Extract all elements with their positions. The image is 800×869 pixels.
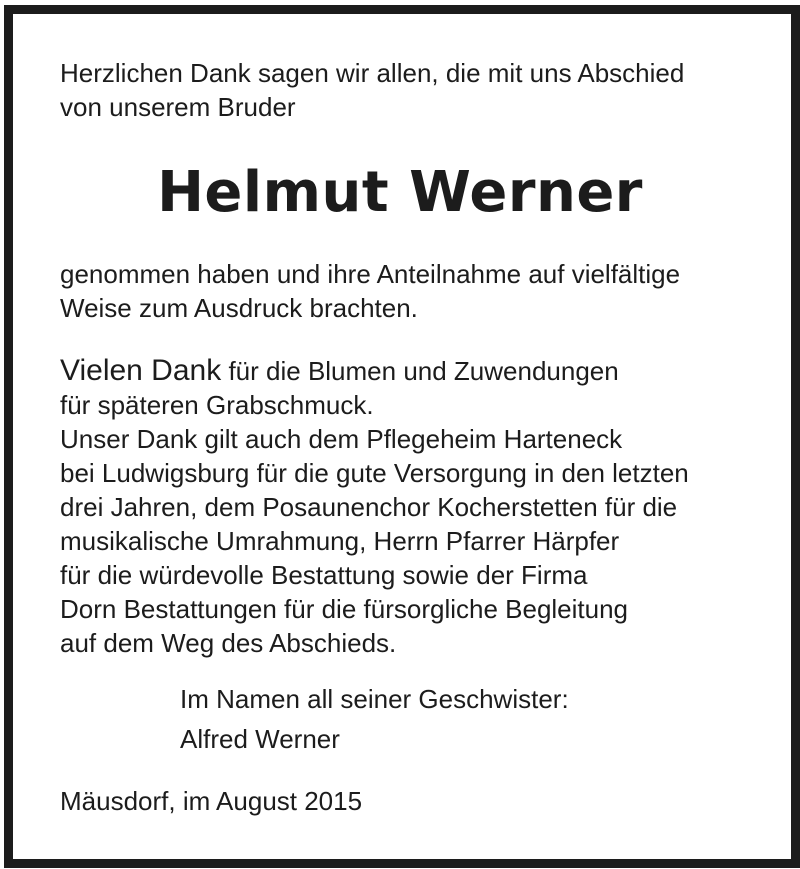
- place-date: Mäusdorf, im August 2015: [60, 786, 363, 816]
- body-line-4: drei Jahren, dem Posaunenchor Kocherstetten für die: [60, 492, 678, 522]
- signature-intro: Im Namen all seiner Geschwister:: [180, 684, 569, 714]
- body-line-2: Unser Dank gilt auch dem Pflegeheim Harteneck: [60, 424, 623, 454]
- intro-text: [60, 56, 684, 124]
- body-line-8: auf dem Weg des Abschieds.: [60, 628, 397, 658]
- follow-text: [60, 257, 680, 325]
- intro-line-1: Herzlichen Dank sagen wir allen, die mit uns Abschied: [60, 58, 685, 88]
- body-line-3: bei Ludwigsburg für die gute Versorgung in den letzten: [60, 458, 689, 488]
- follow-line-2: Weise zum Ausdruck brachten.: [60, 293, 418, 323]
- body-line-6: für die würdevolle Bestattung sowie der Firma: [60, 560, 588, 590]
- signature-name: Alfred Werner: [180, 724, 340, 754]
- thanks-first-line-rest: für die Blumen und Zuwendungen: [221, 356, 619, 386]
- intro-line-2: von unserem Bruder: [60, 92, 296, 122]
- thanks-paragraph: [60, 354, 689, 660]
- signature-block: [180, 679, 569, 759]
- thanks-first-line: [60, 354, 689, 388]
- body-line-1: für späteren Grabschmuck.: [60, 390, 374, 420]
- deceased-name: Helmut Werner: [157, 160, 643, 225]
- thanks-lead: Vielen Dank: [60, 354, 222, 387]
- body-line-7: Dorn Bestattungen für die fürsorgliche Begleitung: [60, 594, 629, 624]
- follow-line-1: genommen haben und ihre Anteilnahme auf vielfältige: [60, 259, 681, 289]
- body-line-5: musikalische Umrahmung, Herrn Pfarrer Härpfer: [60, 526, 620, 556]
